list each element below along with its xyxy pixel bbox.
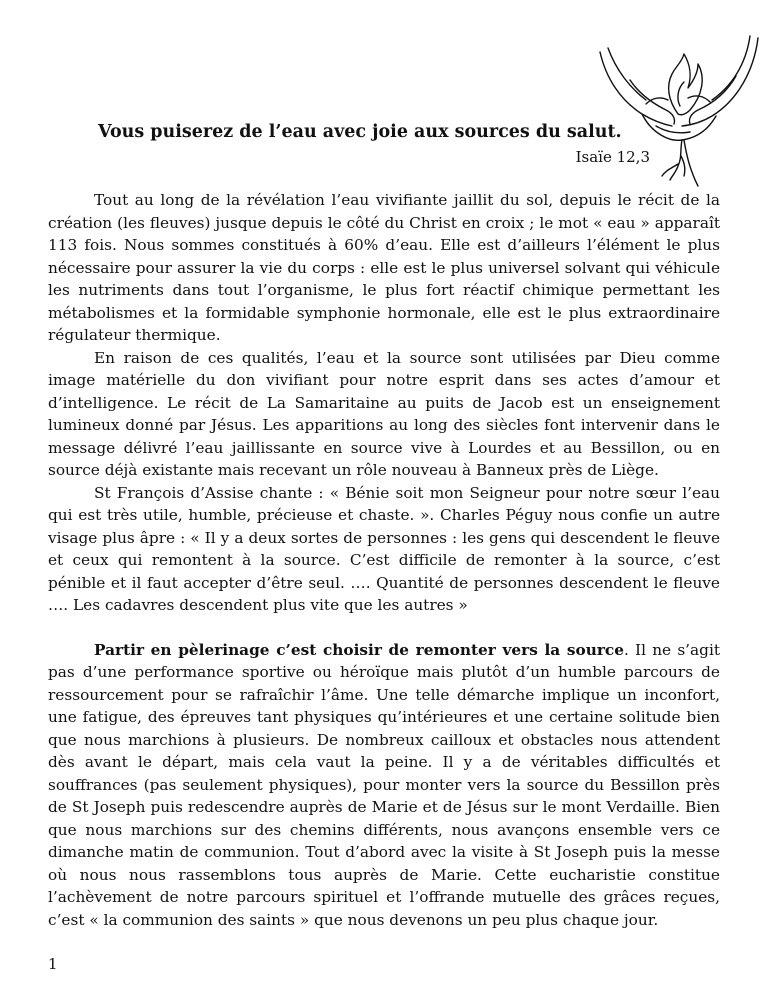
- paragraph-4-bold-lead: Partir en pèlerinage c’est choisir de remonter vers la source: [94, 640, 624, 659]
- page-title: Vous puiserez de l’eau avec joie aux sources du salut.: [98, 122, 622, 142]
- paragraph-4: [48, 639, 720, 932]
- page-number: 1: [48, 955, 58, 973]
- scripture-reference: Isaïe 12,3: [575, 148, 650, 166]
- hands-cupping-water-illustration: [586, 30, 766, 190]
- paragraph-1: Tout au long de la révélation l’eau vivifiante jaillit du sol, depuis le récit de la création (les fleuves) jusque depuis le côté du Christ en croix ; le mot « eau » apparaît 113 fois. Nous sommes constitués à 60% d’eau. Elle est d’ailleurs l’élément le plus nécessaire pour assurer la vie du corps : elle est le plus universel solvant qui véhicule les nutriments dans tout l’organisme, le plus fort réactif chimique permettant les métabolismes et la formidable symphonie hormonale, elle est le plus extraordinaire régulateur thermique.: [48, 191, 720, 344]
- paragraph-2: En raison de ces qualités, l’eau et la source sont utilisées par Dieu comme image matérielle du don vivifiant pour notre esprit dans ses actes d’amour et d’intelligence. Le récit de La Samaritaine au puits de Jacob est un enseignement lumineux donné par Jésus. Les apparitions au long des siècles font intervenir dans le message délivré l’eau jaillissante en source vive à Lourdes et au Bessillon, ou en source déjà existante mais recevant un rôle nouveau à Banneux près de Liège.: [48, 348, 720, 479]
- paragraph-3: St François d’Assise chante : « Bénie soit mon Seigneur pour notre sœur l’eau qui est très utile, humble, précieuse et chaste. ». Charles Péguy nous confie un autre visage plus âpre : « Il y a deux sortes de personnes : les gens qui descendent le fleuve et ceux qui remontent à la source. C’est difficile de remonter à la source, c’est pénible et il faut accepter d’être seul. …. Quantité de personnes descendent le fleuve …. Les cadavres descendent plus vite que les autres »: [48, 483, 720, 614]
- paragraph-4-text: . Il ne s’agit pas d’une performance sportive ou héroïque mais plutôt d’un humble parcours de ressourcement pour se rafraîchir l’âme. Une telle démarche implique un inconfort, une fatigue, des épreuves tant physiques qu’intérieures et une certaine solitude bien que nous marchions à plusieurs. De nombreux cailloux et obstacles nous attendent dès avant le départ, mais cela vaut la peine. Il y a de véritables difficultés et souffrances (pas seulement physiques), pour monter vers la source du Bessillon près de St Joseph puis redescendre auprès de Marie et de Jésus sur le mont Verdaille. Bien que nous marchions sur des chemins différents, nous avançons ensemble vers ce dimanche matin de communion. Tout d’abord avec la visite à St Joseph puis la messe où nous nous rassemblons tous auprès de Marie. Cette eucharistie constitue l’achèvement de notre parcours spirituel et l’offrande mutuelle des grâces reçues, c’est « la communion des saints » que nous devenons un peu plus chaque jour.: [48, 640, 720, 929]
- body-text: [48, 189, 720, 931]
